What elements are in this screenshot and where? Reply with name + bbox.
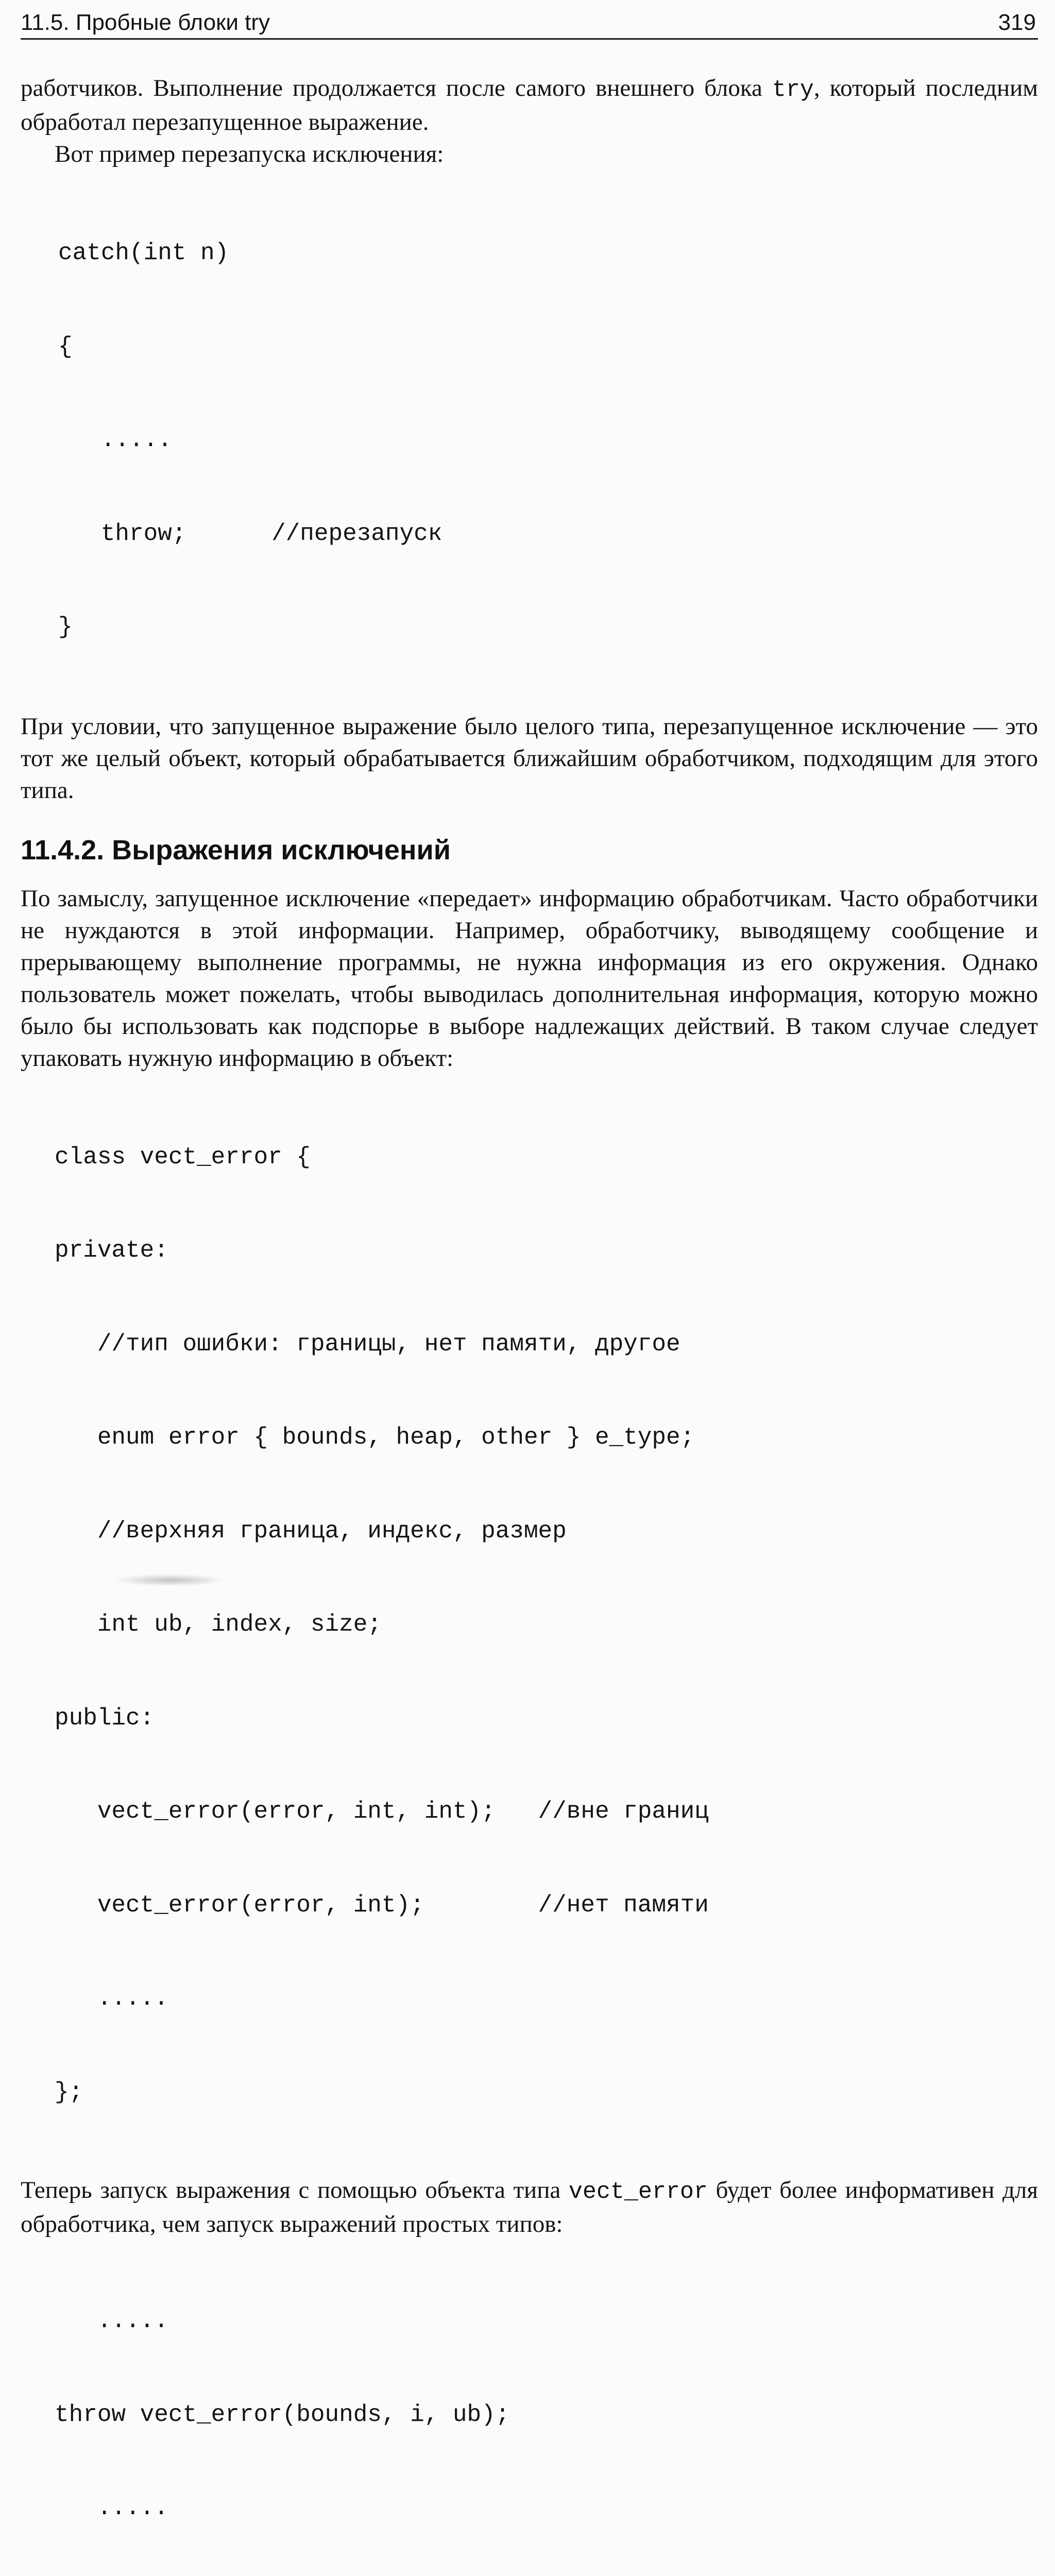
code-line: .....: [55, 2495, 168, 2521]
code-line: }: [58, 614, 73, 640]
code-line: public:: [55, 1704, 155, 1732]
intro-text-b: , который последним обработал перезапущенное выражение.: [21, 75, 1039, 135]
code-line: int ub, index, size;: [55, 1611, 382, 1638]
code-line: throw vect_error(bounds, i, ub);: [55, 2401, 510, 2428]
section-11-4-2-paragraph: По замыслу, запущенное исключение «передает» информацию обработчикам. Часто обработчики не нуждаются в этой информации. Например, обработчику, выводящему сообщение и прерывающему выполнение программы, не нужна информация из его окружения. Однако пользователь может пожелать, чтобы выводилась дополнительная информация, которую можно было бы использовать как подспорье в выборе надлежащих действий. В таком случае следует упаковать нужную информацию в объект:: [21, 885, 1038, 1072]
code-line: vect_error(error, int, int); //вне границ: [55, 1798, 709, 1825]
code-line: throw; //перезапуск: [58, 520, 443, 547]
code-line: .....: [55, 2308, 168, 2334]
code-line: enum error { bounds, heap, other } e_type;: [55, 1424, 695, 1451]
running-title: 11.5. Пробные блоки try: [21, 10, 270, 35]
inline-code-try: try: [772, 77, 814, 103]
rethrow-example-intro: Вот пример перезапуска исключения:: [55, 141, 444, 167]
paragraph-after-class: [21, 2174, 1038, 2240]
page-body: [21, 72, 1038, 2576]
code-block-vect-error: [55, 1079, 1038, 2171]
code-line: //тип ошибки: границы, нет памяти, другое: [55, 1330, 680, 1358]
after-class-text-a: Теперь запуск выражения с помощью объекта типа: [21, 2177, 569, 2204]
code-line: private:: [55, 1237, 168, 1264]
after-class-text-b: будет более информативен для обработчика, чем запуск выражений простых типов:: [21, 2177, 1038, 2238]
inline-code-vect-error: vect_error: [568, 2179, 708, 2205]
code-line: //верхняя граница, индекс, размер: [55, 1517, 567, 1545]
code-line: vect_error(error, int); //нет памяти: [55, 1891, 709, 1919]
scan-smudge: [113, 1574, 227, 1586]
running-header: [21, 7, 1038, 40]
code-line: catch(int n): [58, 240, 229, 266]
code-line: .....: [55, 1985, 168, 2012]
code-line: .....: [58, 427, 172, 453]
intro-text-a: работчиков. Выполнение продолжается после самого внешнего блока: [21, 75, 772, 101]
code-line: };: [55, 2078, 83, 2106]
code-line: class vect_error {: [55, 1143, 311, 1171]
intro-paragraph: [21, 72, 1038, 138]
page-number: 319: [998, 10, 1036, 35]
code-block-rethrow: [58, 175, 1038, 705]
paragraph-after-rethrow: При условии, что запущенное выражение было целого типа, перезапущенное исключение — это тот же целый объект, который обрабатывается ближайшим обработчиком, подходящим для этого типа.: [21, 713, 1038, 804]
section-heading-11-4-2: 11.4.2. Выражения исключений: [21, 834, 451, 866]
code-block-throw: [55, 2243, 1038, 2576]
code-line: {: [58, 333, 73, 360]
